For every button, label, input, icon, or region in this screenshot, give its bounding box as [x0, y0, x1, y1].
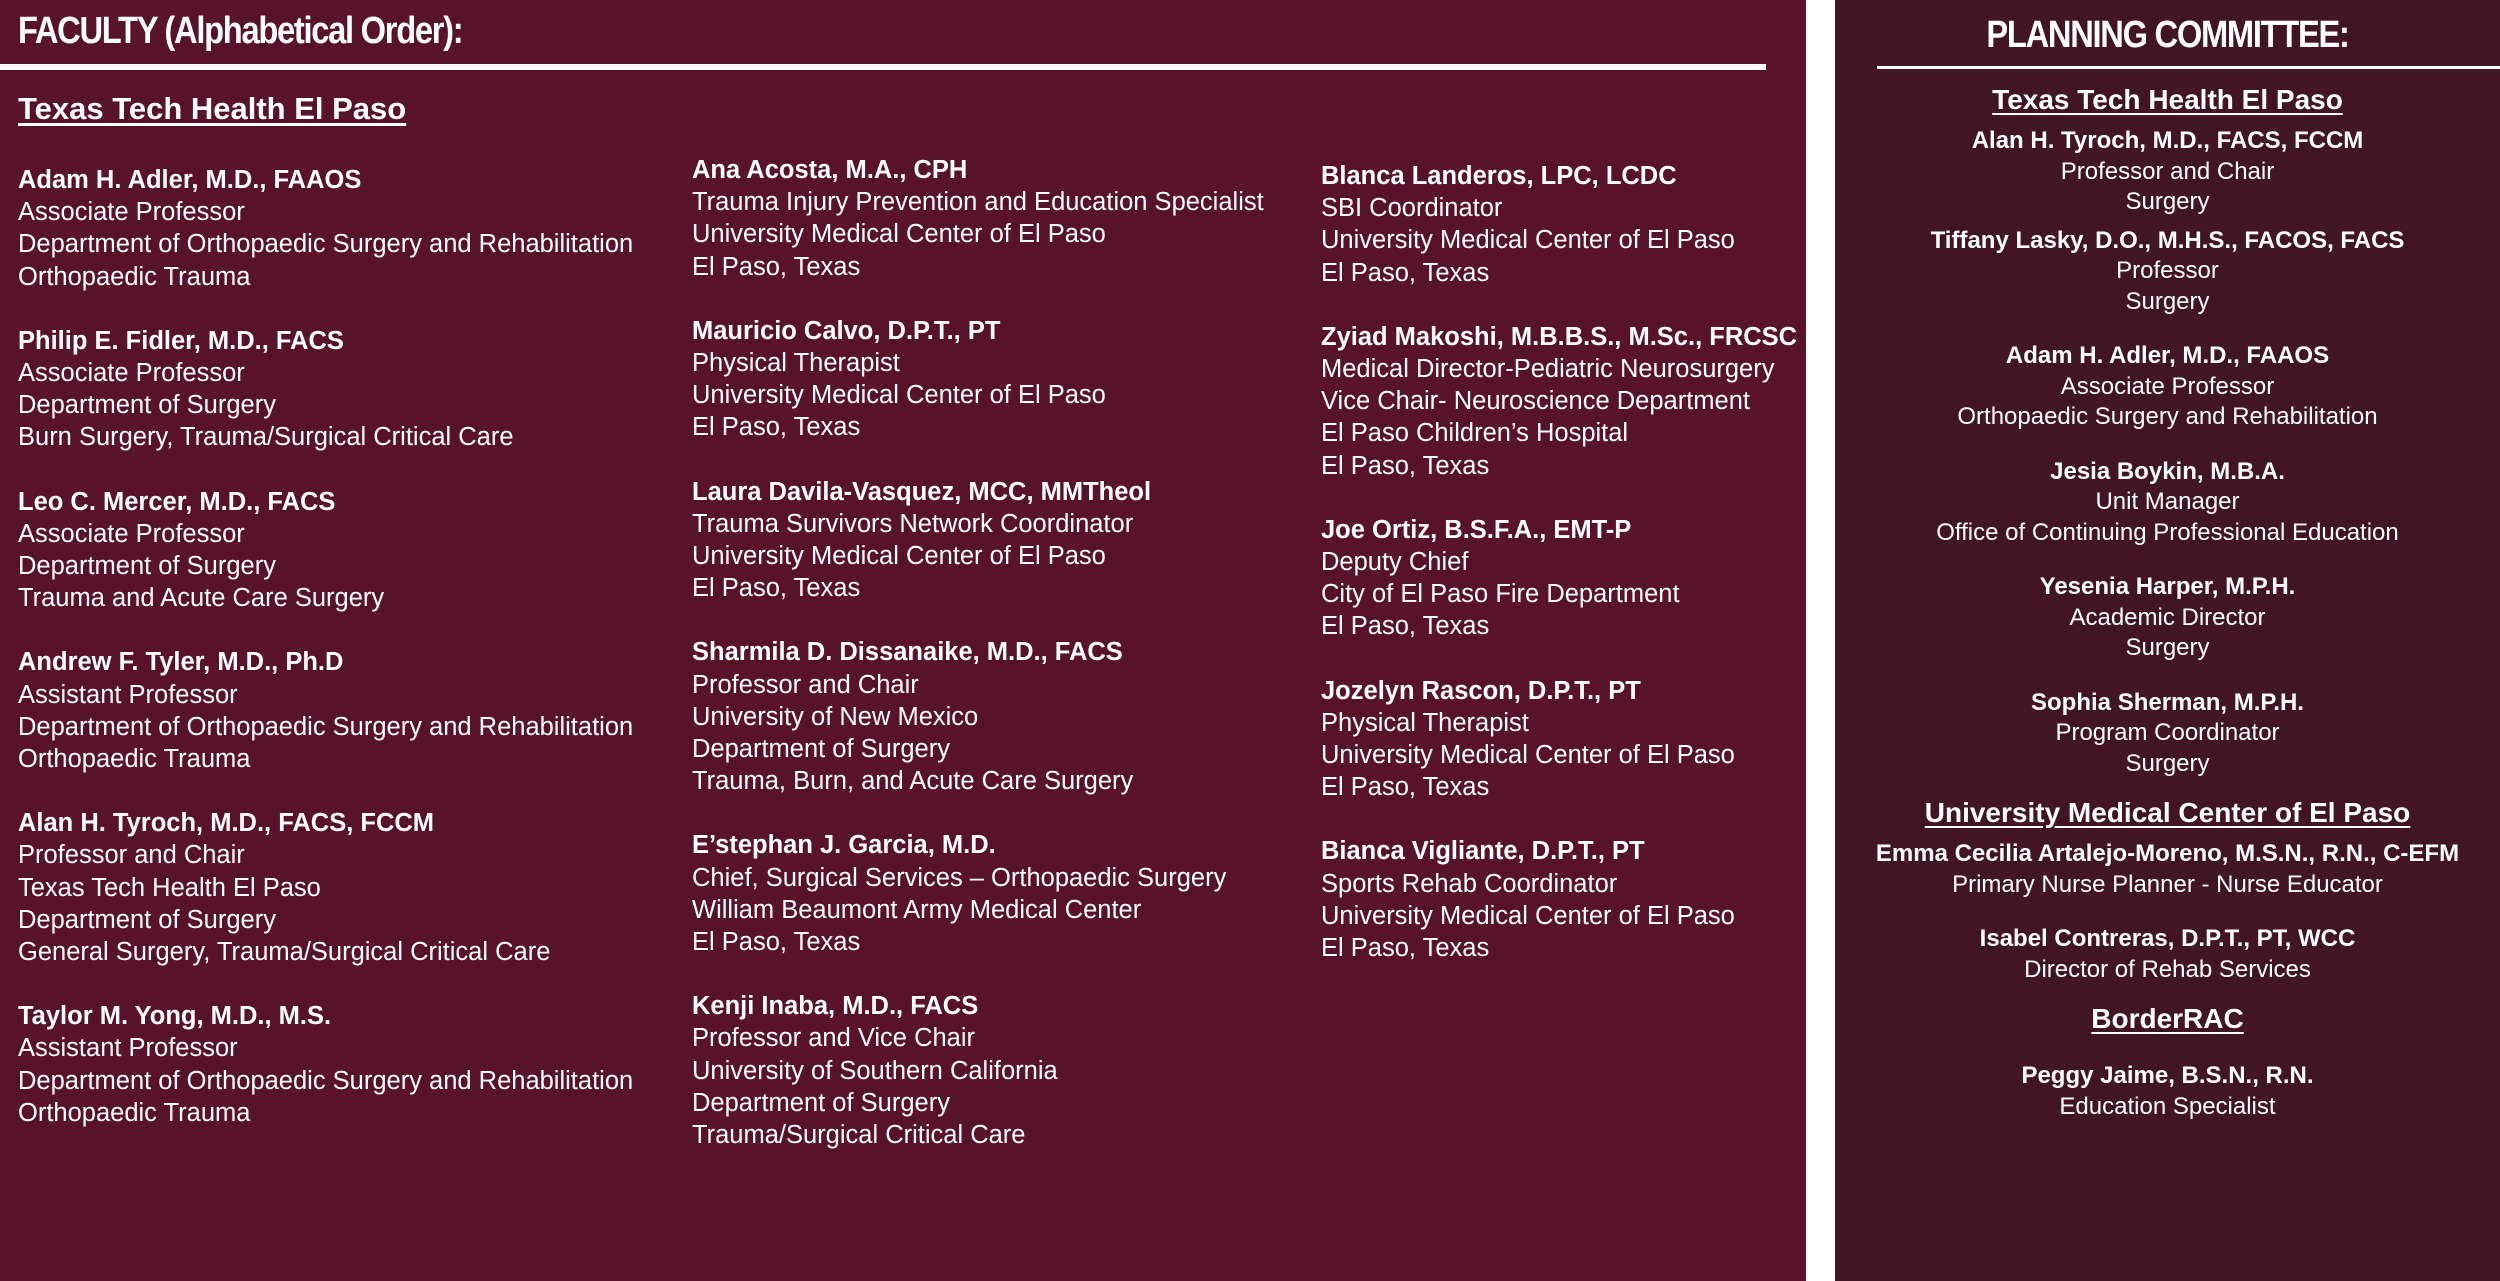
- faculty-detail-line: El Paso, Texas: [692, 413, 861, 442]
- planning-committee-member: [1835, 341, 2500, 433]
- planning-committee-member-name: Jesia Boykin, M.B.A.: [2050, 457, 2285, 485]
- faculty-entry: [692, 154, 1264, 283]
- faculty-name: Blanca Landeros, LPC, LCDC: [1321, 162, 1677, 190]
- faculty-institution-heading: Texas Tech Health El Paso: [18, 91, 407, 126]
- planning-committee-member-name: Emma Cecilia Artalejo-Moreno, M.S.N., R.N., C-EFM: [1875, 840, 2460, 867]
- planning-committee-member: [1835, 457, 2500, 549]
- faculty-name: Bianca Vigliante, D.P.T., PT: [1321, 837, 1645, 866]
- faculty-entry: [18, 164, 633, 293]
- planning-committee-member: [1835, 126, 2500, 218]
- faculty-detail-line: General Surgery, Trauma/Surgical Critical Care: [18, 938, 551, 967]
- faculty-entry: [692, 636, 1264, 797]
- planning-committee-member-role: Orthopaedic Surgery and Rehabilitation: [1957, 403, 2378, 430]
- faculty-name: Jozelyn Rascon, D.P.T., PT: [1321, 676, 1641, 705]
- faculty-entry: [18, 807, 633, 968]
- faculty-detail-line: University Medical Center of El Paso: [1321, 901, 1735, 930]
- faculty-detail-line: El Paso, Texas: [1321, 773, 1490, 802]
- faculty-name: Alan H. Tyroch, M.D., FACS, FCCM: [18, 809, 435, 838]
- faculty-detail-line: University Medical Center of El Paso: [1321, 226, 1735, 255]
- faculty-entry: [1321, 514, 1797, 643]
- planning-committee-member: [1835, 839, 2500, 900]
- faculty-name: Kenji Inaba, M.D., FACS: [692, 992, 979, 1021]
- planning-committee-member-role: Professor: [2116, 257, 2219, 284]
- faculty-entry: [1321, 675, 1797, 804]
- faculty-detail-line: Medical Director-Pediatric Neurosurgery: [1321, 355, 1775, 384]
- faculty-entry: [18, 486, 633, 615]
- planning-committee-member: [1835, 572, 2500, 664]
- faculty-detail-line: Orthopaedic Trauma: [18, 745, 251, 774]
- faculty-detail-line: El Paso, Texas: [692, 928, 861, 957]
- faculty-detail-line: Chief, Surgical Services – Orthopaedic Surgery: [692, 863, 1227, 892]
- planning-committee-list: [1835, 80, 2500, 1122]
- faculty-detail-line: El Paso, Texas: [1321, 934, 1490, 963]
- faculty-detail-line: El Paso, Texas: [692, 252, 861, 281]
- faculty-name: Philip E. Fidler, M.D., FACS: [18, 326, 344, 355]
- faculty-entry: [1321, 835, 1797, 964]
- planning-committee-rule: [1877, 66, 2500, 69]
- faculty-name: Ana Acosta, M.A., CPH: [692, 156, 968, 184]
- faculty-detail-line: Department of Orthopaedic Surgery and Rehabilitation: [18, 230, 634, 259]
- faculty-detail-line: University Medical Center of El Paso: [692, 220, 1106, 249]
- faculty-detail-line: Trauma and Acute Care Surgery: [18, 584, 385, 613]
- planning-committee-section-heading: BorderRAC: [2091, 1003, 2244, 1034]
- planning-committee-section-heading: Texas Tech Health El Paso: [1992, 84, 2343, 115]
- faculty-entry: [1321, 321, 1797, 482]
- faculty-detail-line: Deputy Chief: [1321, 548, 1469, 577]
- faculty-detail-line: University Medical Center of El Paso: [692, 381, 1106, 410]
- planning-committee-member-name: Peggy Jaime, B.S.N., R.N.: [2021, 1062, 2314, 1089]
- faculty-detail-line: City of El Paso Fire Department: [1321, 580, 1680, 609]
- faculty-detail-line: University Medical Center of El Paso: [692, 542, 1106, 571]
- planning-committee-member-name: Isabel Contreras, D.P.T., PT, WCC: [1979, 925, 2356, 952]
- planning-committee-member-role: Unit Manager: [2095, 488, 2240, 515]
- faculty-detail-line: Orthopaedic Trauma: [18, 262, 251, 291]
- planning-committee-member-role: Education Specialist: [2059, 1092, 2276, 1120]
- faculty-title: FACULTY (Alphabetical Order):: [18, 10, 463, 52]
- planning-committee-member-name: Adam H. Adler, M.D., FAAOS: [2005, 342, 2330, 369]
- planning-committee-member-role: Surgery: [2125, 188, 2210, 215]
- faculty-detail-line: Department of Surgery: [18, 391, 276, 420]
- faculty-name: E’stephan J. Garcia, M.D.: [692, 831, 996, 860]
- planning-committee-member-role: Academic Director: [2069, 603, 2266, 631]
- faculty-detail-line: Associate Professor: [18, 198, 245, 227]
- faculty-name: Zyiad Makoshi, M.B.B.S., M.Sc., FRCSC: [1321, 322, 1798, 351]
- faculty-detail-line: El Paso, Texas: [1321, 612, 1490, 641]
- faculty-detail-line: Physical Therapist: [692, 349, 900, 378]
- faculty-detail-line: Department of Orthopaedic Surgery and Rehabilitation: [18, 712, 634, 741]
- faculty-detail-line: El Paso, Texas: [692, 574, 861, 603]
- planning-committee-member-role: Office of Continuing Professional Education: [1936, 518, 2399, 546]
- faculty-column-1: [18, 164, 633, 1161]
- planning-committee-member-role: Director of Rehab Services: [2024, 955, 2311, 983]
- faculty-name: Sharmila D. Dissanaike, M.D., FACS: [692, 638, 1123, 667]
- faculty-detail-line: Trauma, Burn, and Acute Care Surgery: [692, 767, 1134, 796]
- faculty-detail-line: University of New Mexico: [692, 702, 979, 731]
- planning-committee-panel: [1835, 0, 2500, 1281]
- planning-committee-member-name: Tiffany Lasky, D.O., M.H.S., FACOS, FACS: [1930, 226, 2405, 254]
- faculty-entry: [18, 325, 633, 454]
- faculty-detail-line: Professor and Chair: [692, 670, 919, 699]
- faculty-detail-line: Burn Surgery, Trauma/Surgical Critical Care: [18, 423, 514, 452]
- faculty-name: Leo C. Mercer, M.D., FACS: [18, 487, 336, 516]
- faculty-detail-line: Texas Tech Health El Paso: [18, 873, 321, 902]
- planning-committee-member: [1835, 924, 2500, 985]
- faculty-detail-line: University Medical Center of El Paso: [1321, 741, 1735, 770]
- faculty-detail-line: El Paso Children’s Hospital: [1321, 419, 1629, 448]
- faculty-entry: [692, 315, 1264, 444]
- faculty-detail-line: Trauma Injury Prevention and Education Specialist: [692, 188, 1264, 217]
- faculty-detail-line: Vice Chair- Neuroscience Department: [1321, 387, 1750, 416]
- faculty-entry: [692, 476, 1264, 605]
- faculty-column-2: [692, 154, 1264, 1183]
- faculty-detail-line: Professor and Chair: [18, 841, 245, 870]
- faculty-detail-line: Assistant Professor: [18, 1034, 238, 1063]
- faculty-detail-line: Sports Rehab Coordinator: [1321, 869, 1618, 898]
- faculty-detail-line: University of Southern California: [692, 1056, 1058, 1085]
- faculty-detail-line: Assistant Professor: [18, 680, 238, 709]
- faculty-detail-line: Orthopaedic Trauma: [18, 1098, 251, 1127]
- faculty-detail-line: Department of Surgery: [692, 735, 950, 764]
- planning-committee-member-name: Alan H. Tyroch, M.D., FACS, FCCM: [1971, 127, 2364, 154]
- faculty-detail-line: Associate Professor: [18, 359, 245, 388]
- faculty-detail-line: Department of Surgery: [18, 905, 276, 934]
- faculty-detail-line: El Paso, Texas: [1321, 451, 1490, 480]
- faculty-column-3: [1321, 160, 1797, 996]
- planning-committee-member-name: Yesenia Harper, M.P.H.: [2039, 573, 2296, 600]
- planning-committee-member-role: Associate Professor: [2060, 372, 2275, 400]
- faculty-entry: [1321, 160, 1797, 289]
- faculty-name: Laura Davila-Vasquez, MCC, MMTheol: [692, 477, 1152, 506]
- faculty-detail-line: Professor and Vice Chair: [692, 1024, 976, 1053]
- faculty-detail-line: Trauma/Surgical Critical Care: [692, 1121, 1026, 1150]
- faculty-name: Mauricio Calvo, D.P.T., PT: [692, 316, 1001, 345]
- planning-committee-member: [1835, 1061, 2500, 1122]
- faculty-entry: [692, 990, 1264, 1151]
- faculty-detail-line: Associate Professor: [18, 519, 245, 548]
- faculty-detail-line: Department of Orthopaedic Surgery and Rehabilitation: [18, 1066, 634, 1095]
- faculty-name: Taylor M. Yong, M.D., M.S.: [18, 1002, 332, 1031]
- planning-committee-member-name: Sophia Sherman, M.P.H.: [2031, 688, 2304, 716]
- faculty-name: Adam H. Adler, M.D., FAAOS: [18, 166, 362, 194]
- faculty-detail-line: Department of Surgery: [18, 552, 276, 581]
- faculty-entry: [18, 1000, 633, 1129]
- planning-committee-member-role: Surgery: [2125, 287, 2210, 315]
- faculty-name: Andrew F. Tyler, M.D., Ph.D: [18, 648, 344, 677]
- planning-committee-member-role: Surgery: [2125, 634, 2210, 661]
- faculty-entry: [18, 646, 633, 775]
- planning-committee-member-role: Surgery: [2125, 749, 2210, 777]
- faculty-detail-line: El Paso, Texas: [1321, 258, 1490, 287]
- faculty-detail-line: Trauma Survivors Network Coordinator: [692, 509, 1134, 538]
- planning-committee-title: PLANNING COMMITTEE:: [1986, 14, 2349, 56]
- planning-committee-member: [1835, 688, 2500, 780]
- faculty-entry: [692, 829, 1264, 958]
- planning-committee-member: [1835, 226, 2500, 318]
- faculty-detail-line: Department of Surgery: [692, 1088, 950, 1117]
- faculty-detail-line: SBI Coordinator: [1321, 194, 1503, 223]
- planning-committee-member-role: Professor and Chair: [2060, 157, 2275, 185]
- planning-committee-section-heading: University Medical Center of El Paso: [1924, 797, 2411, 828]
- faculty-name: Joe Ortiz, B.S.F.A., EMT-P: [1321, 515, 1632, 544]
- faculty-detail-line: William Beaumont Army Medical Center: [692, 895, 1142, 924]
- planning-committee-member-role: Program Coordinator: [2055, 719, 2280, 746]
- faculty-detail-line: Physical Therapist: [1321, 708, 1529, 737]
- planning-committee-member-role: Primary Nurse Planner - Nurse Educator: [1952, 870, 2383, 898]
- faculty-title-rule: [0, 64, 1766, 70]
